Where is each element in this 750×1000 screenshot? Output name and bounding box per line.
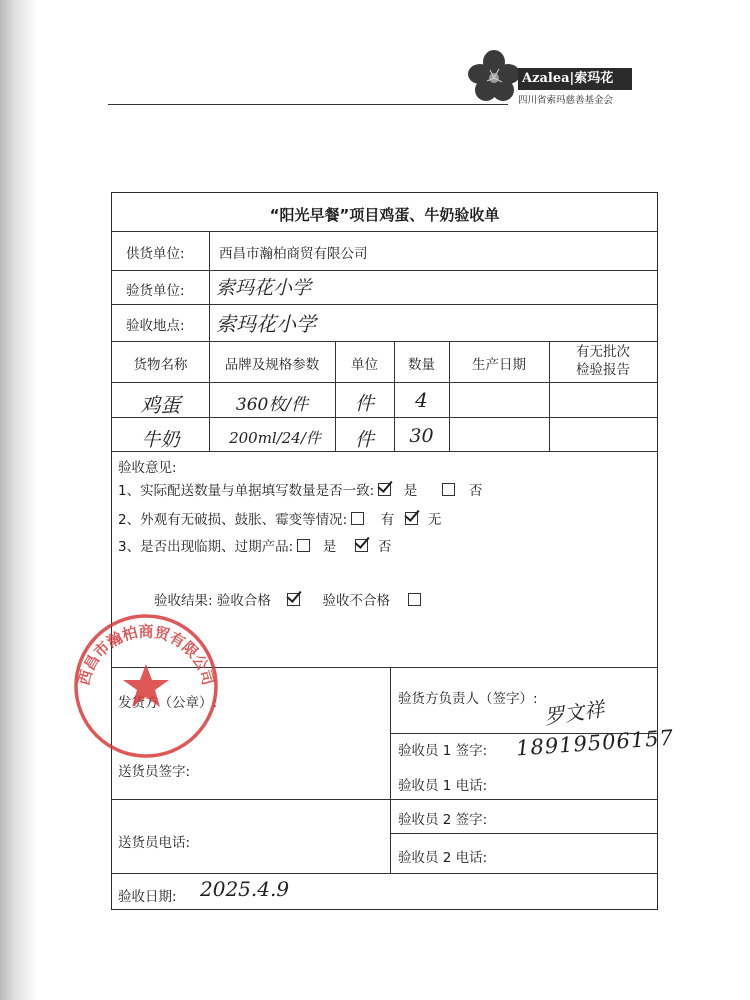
check2-question: 2、外观有无破损、鼓胀、霉变等情况:: [118, 512, 348, 528]
result-row: [154, 589, 421, 609]
check1-question: 1、实际配送数量与单据填写数量是否一致:: [118, 483, 375, 499]
row1-name: 鸡蛋: [140, 393, 181, 417]
row2-spec: 200ml/24/件: [229, 429, 321, 447]
col-qty: 数量: [408, 357, 435, 373]
company-seal-stamp: [72, 612, 220, 760]
check1-row: [118, 479, 482, 499]
supplier-label: 供货单位:: [126, 246, 185, 262]
receiver-label: 验货单位:: [126, 283, 185, 299]
check3-yes-checkbox[interactable]: [297, 539, 310, 552]
check3-no-checkbox[interactable]: [355, 539, 368, 552]
acceptance-date-label: 验收日期:: [118, 889, 177, 905]
acceptance-form: [111, 192, 675, 910]
col-prod-date: 生产日期: [472, 357, 526, 373]
inspector-head-signature: 罗文祥: [542, 696, 606, 730]
courier-sign-label: 送货员签字:: [118, 764, 191, 780]
check3-no-label: 否: [377, 539, 392, 555]
result-fail-label: 验收不合格: [322, 593, 390, 609]
receiver-handwritten: 索玛花小学: [216, 277, 312, 299]
inspector2-sign-label: 验收员 2 签字:: [398, 812, 488, 828]
check2-none-label: 无: [427, 512, 442, 528]
row2-unit: 件: [354, 429, 374, 451]
check3-question: 3、是否出现临期、过期产品:: [118, 539, 294, 555]
check3-row: [118, 535, 391, 555]
form-title: “阳光早餐”项目鸡蛋、牛奶验收单: [269, 206, 500, 224]
col-goods-name: 货物名称: [133, 357, 188, 373]
inspector1-sign-label: 验收员 1 签字:: [398, 743, 488, 759]
row1-spec: 360枚/件: [235, 395, 309, 415]
check2-has-checkbox[interactable]: [351, 512, 364, 525]
check2-none-checkbox[interactable]: [405, 512, 418, 525]
scan-edge-shadow: [0, 0, 38, 1000]
result-label: 验收结果:: [154, 593, 213, 609]
acceptance-date-value: 2025.4.9: [200, 877, 290, 901]
location-label: 验收地点:: [126, 318, 185, 334]
foundation-name: 四川省索玛慈善基金会: [518, 95, 614, 106]
result-fail-checkbox[interactable]: [408, 593, 421, 606]
azalea-flower-icon: [466, 48, 522, 108]
sender-seal-label: 发货方（公章）:: [118, 695, 218, 711]
inspector1-phone-written: 18919506157: [515, 725, 675, 761]
row1-qty: 4: [415, 388, 428, 412]
inspector-head-label: 验货方负责人（签字）:: [398, 691, 538, 707]
supplier-value: 西昌市瀚柏商贸有限公司: [219, 246, 368, 262]
foundation-logo: [466, 48, 636, 108]
col-report: 有无批次检验报告: [576, 344, 630, 378]
check1-no-checkbox[interactable]: [442, 483, 455, 496]
seal-text: 西昌市瀚柏商贸有限公司: [74, 622, 218, 688]
check1-yes-label: 是: [403, 483, 418, 499]
header-rule: [108, 104, 508, 105]
row1-unit: 件: [354, 393, 374, 415]
result-pass-checkbox[interactable]: [287, 593, 300, 606]
row2-name: 牛奶: [141, 429, 180, 451]
col-spec: 品牌及规格参数: [224, 357, 320, 373]
check2-has-label: 有: [380, 512, 395, 528]
brand-name: Azalea|索玛花: [518, 68, 632, 90]
result-pass-label: 验收合格: [216, 593, 271, 609]
check3-yes-label: 是: [322, 539, 337, 555]
inspector2-phone-label: 验收员 2 电话:: [398, 850, 488, 866]
check2-row: [118, 508, 441, 528]
check1-yes-checkbox[interactable]: [378, 483, 391, 496]
check1-no-label: 否: [468, 483, 483, 499]
row2-qty: 30: [409, 425, 434, 447]
opinion-label: 验收意见:: [118, 460, 177, 476]
courier-phone-label: 送货员电话:: [118, 835, 191, 851]
col-unit: 单位: [351, 357, 378, 373]
inspector1-phone-label: 验收员 1 电话:: [398, 778, 488, 794]
location-handwritten: 索玛花小学: [216, 312, 316, 336]
